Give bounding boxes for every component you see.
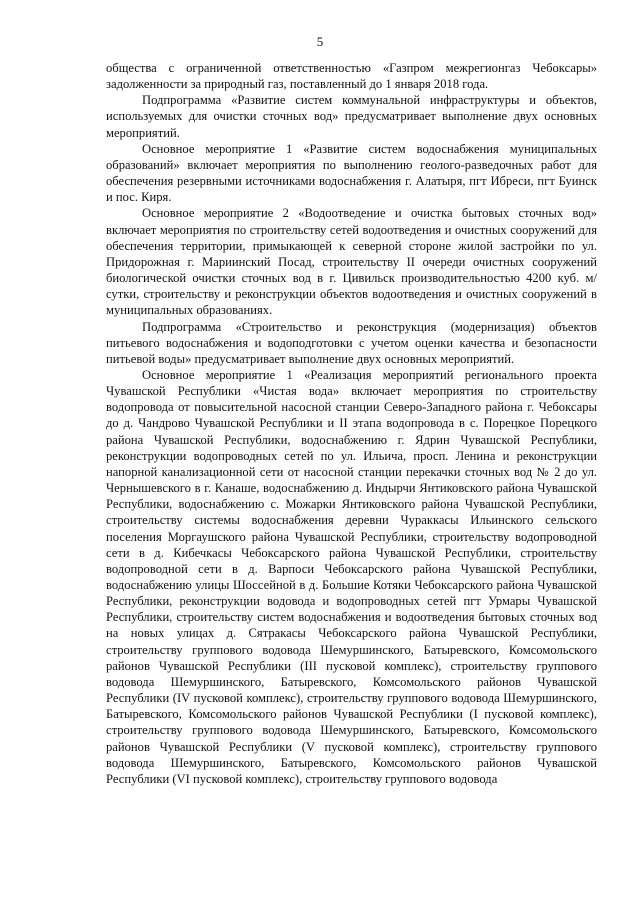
paragraph-2: Подпрограмма «Развитие систем коммунальной инфраструктуры и объектов, используемых для очистки сточных вод» предусматривает выполнение двух основных мероприятий.: [106, 93, 597, 140]
document-body: [106, 60, 597, 787]
paragraph-3: Основное мероприятие 1 «Развитие систем водоснабжения муниципальных образований» включает мероприятия по выполнению геолого-разведочных работ для обеспечения резервными источниками водоснабжения г. Алатыря, пгт Ибреси, пгт Буинск и пос. Киря.: [106, 141, 597, 205]
paragraph-6: Основное мероприятие 1 «Реализация мероприятий регионального проекта Чувашской Республики «Чистая вода» включает мероприятия по строительству водопровода от повысительной насосной станции Северо-Западного района г. Чебоксары до д. Чандрово Чувашской Республики и II этапа водопровода в с. Порецкое Порецкого района Чувашской Республики, водоснабжению г. Ядрин Чувашской Республики, реконструкции водопроводных сетей по ул. Ильича, просп. Ленина и реконструкции напорной канализационной сети от насосной станции перекачки сточных вод № 2 до ул. Чернышевского в г. Канаше, водоснабжению д. Индырчи Янтиковского района Чувашской Республики, водоснабжению с. Можарки Янтиковского района Чувашской Республики, строительству системы водоснабжения деревни Чураккасы Ильинского сельского поселения Моргаушского района Чувашской Республики, строительству водопроводной сети в д. Кибечкасы Чебоксарского района Чувашской Республики, строительству водопроводной сети в д. Варпоси Чебоксарского района Чувашской Республики, водоснабжению улицы Шоссейной в д. Большие Котяки Чебоксарского района Чувашской Республики, реконструкции водовода и водопроводных сетей пгт Урмары Чувашской Республики, строительству систем водоснабжения и водоотведения бытовых сточных вод на новых улицах д. Сятракасы Чебоксарского района Чувашской Республики, строительству группового водовода Шемуршинского, Батыревского, Комсомольского районов Чувашской Республики (III пусковой комплекс), строительству группового водовода Шемуршинского, Батыревского, Комсомольского районов Чувашской Республики (IV пусковой комплекс), строительству группового водовода Шемуршинского, Батыревского, Комсомольского районов Чувашской Республики (I пусковой комплекс), строительству группового водовода Шемуршинского, Батыревского, Комсомольского районов Чувашской Республики (V пусковой комплекс), строительству группового водовода Шемуршинского, Батыревского, Комсомольского районов Чувашской Республики (VI пусковой комплекс), строительству группового водовода: [106, 367, 597, 786]
page-number: 5: [316, 34, 324, 49]
paragraph-1: общества с ограниченной ответственностью «Газпром межрегионгаз Чебоксары» задолженности за природный газ, поставленный до 1 января 2018 года.: [106, 61, 597, 92]
paragraph-4: Основное мероприятие 2 «Водоотведение и очистка бытовых сточных вод» включает мероприятия по строительству сетей водоотведения и очистных сооружений для обеспечения территории, примыкающей к северной стороне жилой застройки по ул. Придорожная г. Мариинский Посад, строительству II очереди очистных сооружений биологической очистки сточных вод в г. Цивильск производительностью 4200 куб. м/сутки, строительству и реконструкции объектов водоотведения и очистных сооружений в муниципальных образованиях.: [106, 206, 597, 318]
paragraph-5: Подпрограмма «Строительство и реконструкция (модернизация) объектов питьевого водоснабжения и водоподготовки с учетом оценки качества и безопасности питьевой воды» предусматривает выполнение двух основных мероприятий.: [106, 319, 597, 366]
